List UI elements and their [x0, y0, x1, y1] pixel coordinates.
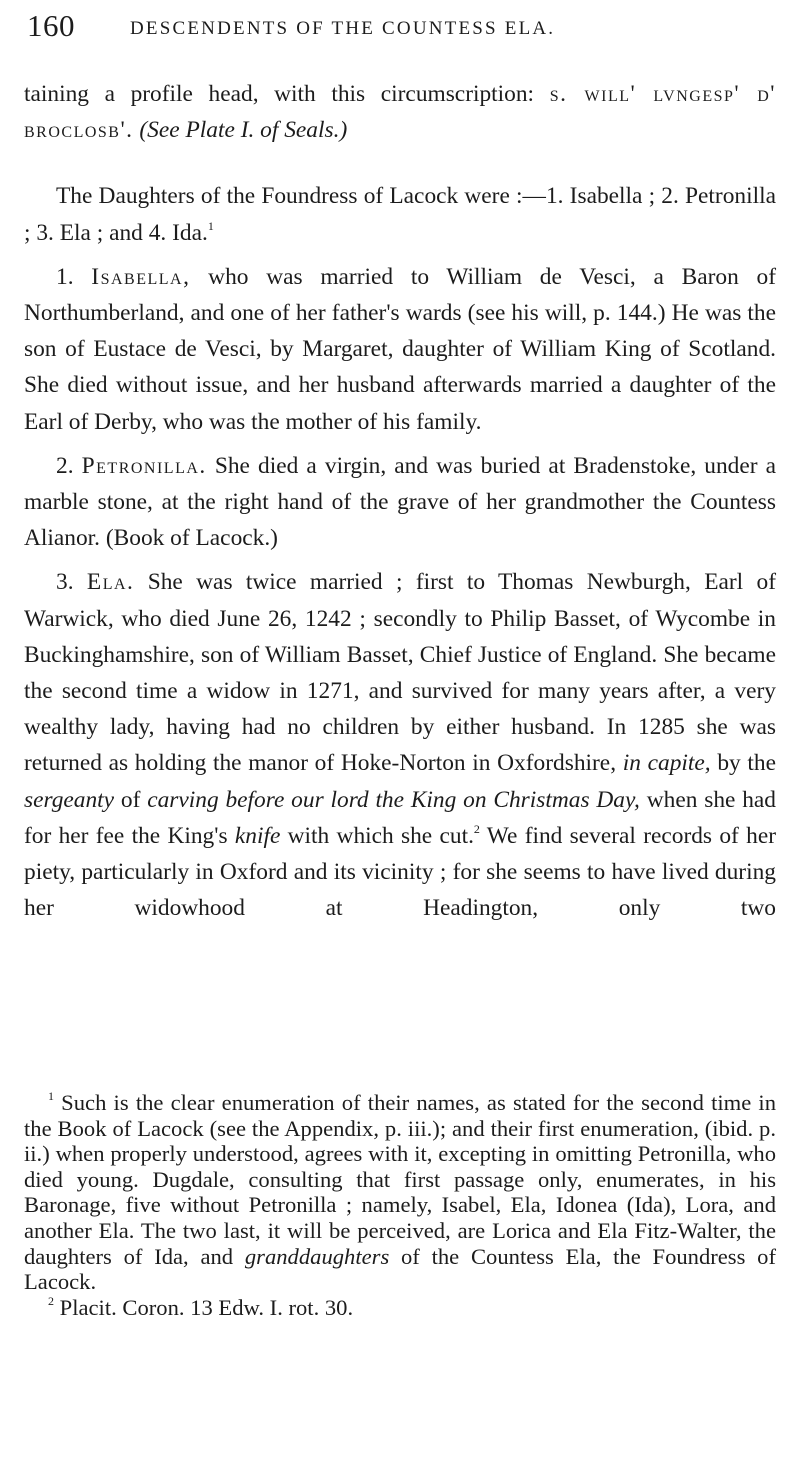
text-span: of: [114, 786, 148, 813]
spacer: [24, 440, 776, 448]
footnote-text: Such is the clear enumeration of their names, as stated for the second time in the Book of Lacock (see the Appendix, p. iii.); and their first enumeration, (ibid. p. ii.) when properly understood, agrees with it, excepting in omitting Petronilla, who died young. Dugdale, consulting that first passage only, enumerates, in his Baronage, five without Petronilla ; namely, Isabel, Ela, Idonea (Ida), Lora, and another Ela. The two last, it will be perceived, are Lorica and Ela Fitz-Walter, the daughters of Ida, and: [24, 1090, 776, 1269]
text-span: We find several records of her piety, particularly in Oxford and its vicinity ; for she seems to have lived during her widowhood at Headington, only two: [24, 822, 776, 922]
footnote-text: Placit. Coron. 13 Edw. I. rot. 30.: [54, 1294, 354, 1320]
italic-phrase: knife: [234, 822, 281, 849]
text-span: She died a virgin, and was buried at Bradenstoke, under a marble stone, at the right hand of the grave of her grandmother the Countess Alianor. (Book of Lacock.): [24, 452, 776, 552]
running-title: DESCENDENTS OF THE COUNTESS ELA.: [130, 18, 556, 39]
plate-reference: (See Plate I. of Seals.): [139, 117, 348, 144]
paragraph-daughters: [24, 178, 776, 250]
text-span: who was married to William de Vesci, a Baron of Northumberland, and one of her father's wards (see his will, p. 144.) He was the son of Eustace de Vesci, by Margaret, daughter of William King of Scotland. She died without issue, and her husband afterwards married a daughter of the Earl of Derby, who was the mother of his family.: [24, 263, 777, 435]
text-span: The Daughters of the Foundress of Lacock were :—1. Isabella ; 2. Petronilla ; 3. Ela ; and 4. Ida.: [24, 183, 776, 246]
italic-phrase: carving before our lord the King on Christmas Day,: [147, 786, 640, 813]
daughter-name: Isabella,: [91, 263, 191, 290]
daughter-name: Ela.: [86, 569, 135, 596]
footnote-marker: 2: [473, 821, 480, 836]
item-number: 2.: [56, 452, 82, 479]
paragraph-ela: [24, 564, 776, 962]
paragraph-petronilla: [24, 448, 776, 557]
spacer: [24, 556, 776, 564]
italic-phrase: in capite,: [622, 750, 711, 777]
page-number: 160: [27, 8, 75, 43]
text-span: She was twice married ; first to Thomas Newburgh, Earl of Warwick, who died June 26, 1242 ; secondly to Philip Basset, of Wycombe in Buckinghamshire, son of William Basset, Chief Justice of England. She became the second time a widow in 1271, and survived for many years after, a very wealthy lady, having had no children by either husband. In 1285 she was returned as holding the manor of Hoke-Norton in Oxfordshire,: [24, 569, 776, 777]
main-text: [24, 76, 776, 963]
daughter-name: Petronilla.: [81, 452, 207, 479]
paragraph-isabella: [24, 259, 776, 440]
footnote-2: [24, 1295, 776, 1321]
italic-phrase: granddaughters: [244, 1243, 390, 1269]
text-span: by the: [710, 750, 776, 777]
footnote-number: 1: [48, 1089, 54, 1103]
seal-legend: s. will' lvngesp' d' broclosb'.: [24, 81, 776, 144]
footnote-1: [24, 1090, 776, 1295]
spacer: [24, 251, 776, 259]
italic-phrase: sergeanty: [24, 786, 115, 813]
item-number: 3.: [56, 569, 87, 596]
text-span: with which she cut.: [280, 822, 474, 849]
footnote-number: 2: [48, 1293, 54, 1308]
text-span: taining a profile head, with this circumscription:: [24, 81, 550, 107]
spacer: [24, 148, 776, 178]
text-span: when she had for her fee the King's: [24, 786, 776, 849]
footnote-text: of the Countess Ela, the Foundress of Lacock.: [24, 1243, 776, 1295]
footnote-marker: 1: [207, 218, 214, 233]
paragraph-seal-description: [24, 76, 776, 148]
item-number: 1.: [56, 263, 92, 290]
footnotes: [24, 1090, 776, 1320]
page-header: [22, 8, 778, 48]
